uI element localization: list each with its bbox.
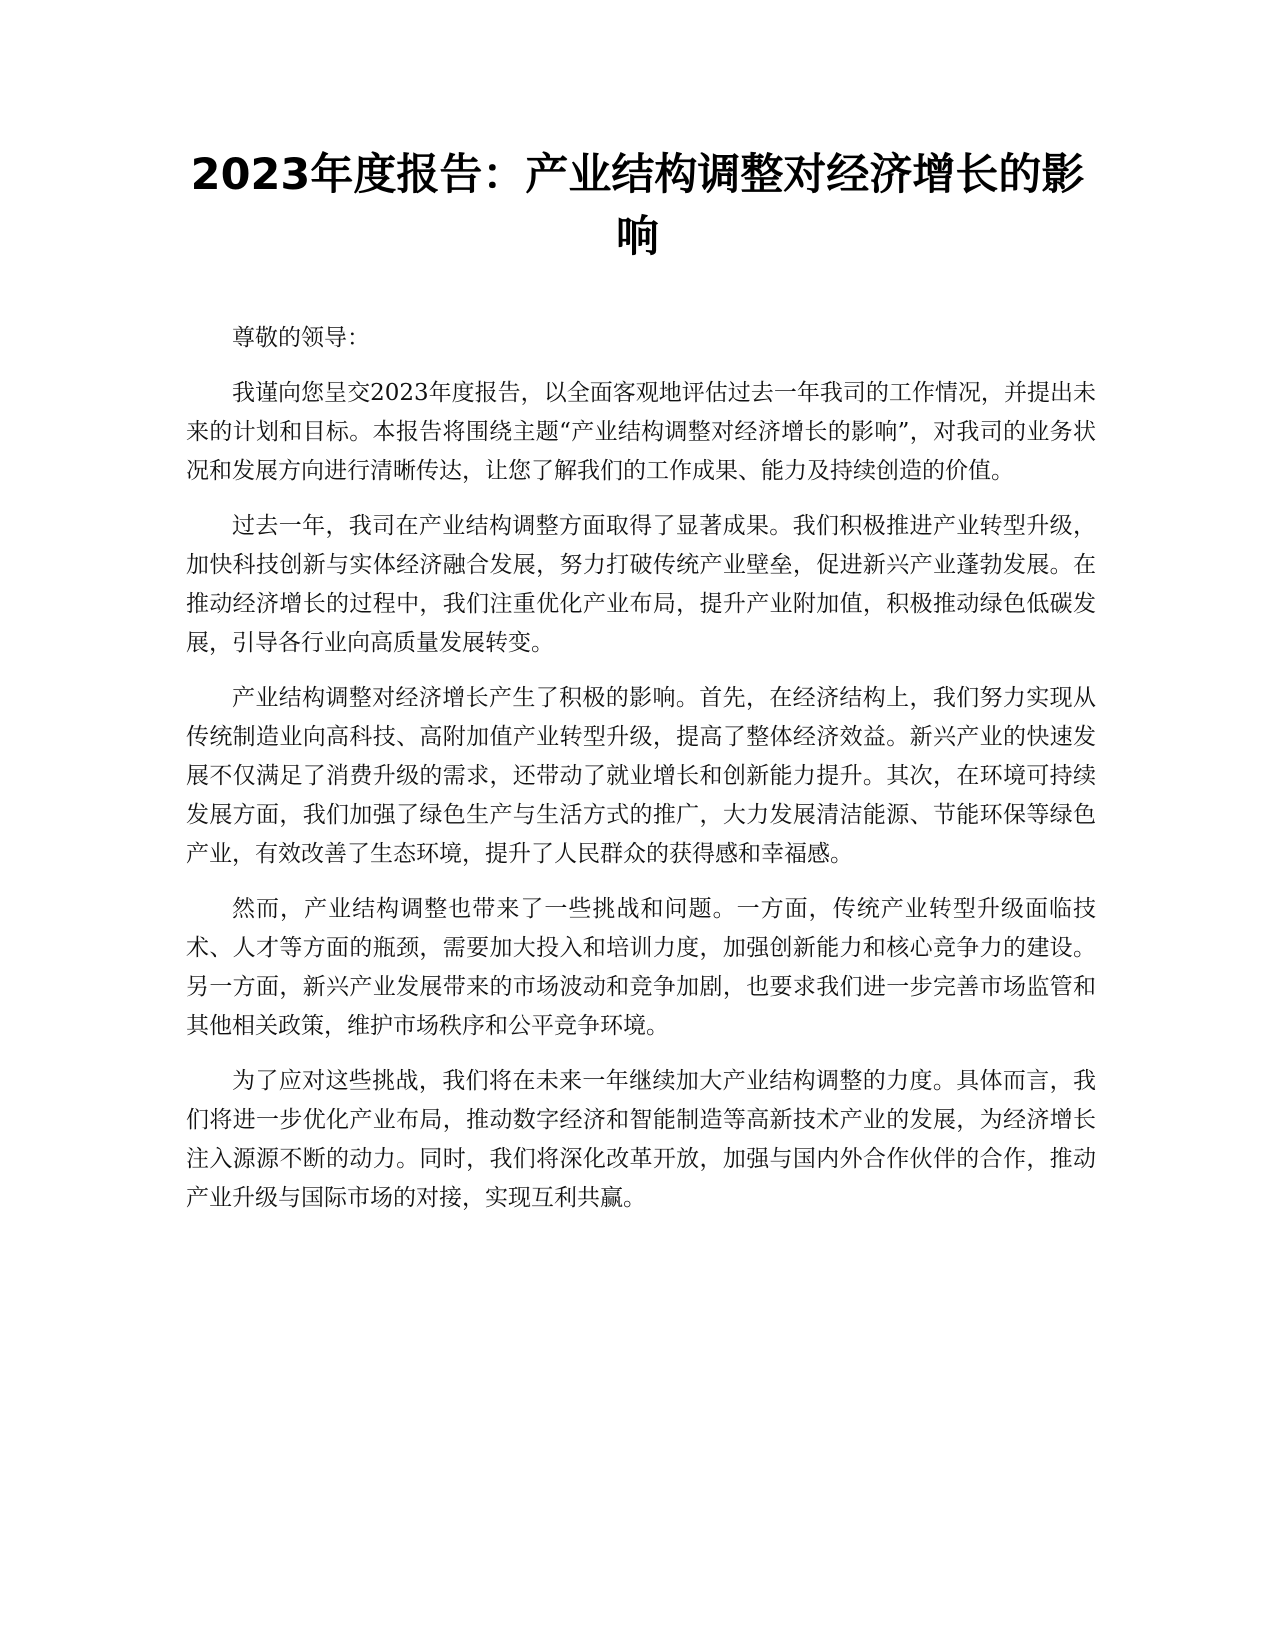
paragraph: 然而，产业结构调整也带来了一些挑战和问题。一方面，传统产业转型升级面临技术、人才等方面的瓶颈，需要加大投入和培训力度，加强创新能力和核心竞争力的建设。另一方面，新兴产业发展带来的市场波动和竞争加剧，也要求我们进一步完善市场监管和其他相关政策，维护市场秩序和公平竞争环境。: [186, 896, 1096, 1039]
paragraph: 为了应对这些挑战，我们将在未来一年继续加大产业结构调整的力度。具体而言，我们将进一步优化产业布局，推动数字经济和智能制造等高新技术产业的发展，为经济增长注入源源不断的动力。同时，我们将深化改革开放，加强与国内外合作伙伴的合作，推动产业升级与国际市场的对接，实现互利共赢。: [186, 1068, 1096, 1211]
paragraph: 过去一年，我司在产业结构调整方面取得了显著成果。我们积极推进产业转型升级，加快科技创新与实体经济融合发展，努力打破传统产业壁垒，促进新兴产业蓬勃发展。在推动经济增长的过程中，我们注重优化产业布局，提升产业附加值，积极推动绿色低碳发展，引导各行业向高质量发展转变。: [186, 513, 1096, 656]
paragraph: 我谨向您呈交2023年度报告，以全面客观地评估过去一年我司的工作情况，并提出未来的计划和目标。本报告将围绕主题“产业结构调整对经济增长的影响”，对我司的业务状况和发展方向进行清晰传达，让您了解我们的工作成果、能力及持续创造的价值。: [186, 380, 1096, 484]
document-title: 2023年度报告：产业结构调整对经济增长的影响: [190, 150, 1085, 262]
salutation: 尊敬的领导：: [232, 325, 370, 351]
document-body: [186, 319, 1096, 1234]
paragraph: 产业结构调整对经济增长产生了积极的影响。首先，在经济结构上，我们努力实现从传统制造业向高科技、高附加值产业转型升级，提高了整体经济效益。新兴产业的快速发展不仅满足了消费升级的需求，还带动了就业增长和创新能力提升。其次，在环境可持续发展方面，我们加强了绿色生产与生活方式的推广，大力发展清洁能源、节能环保等绿色产业，有效改善了生态环境，提升了人民群众的获得感和幸福感。: [186, 685, 1096, 867]
